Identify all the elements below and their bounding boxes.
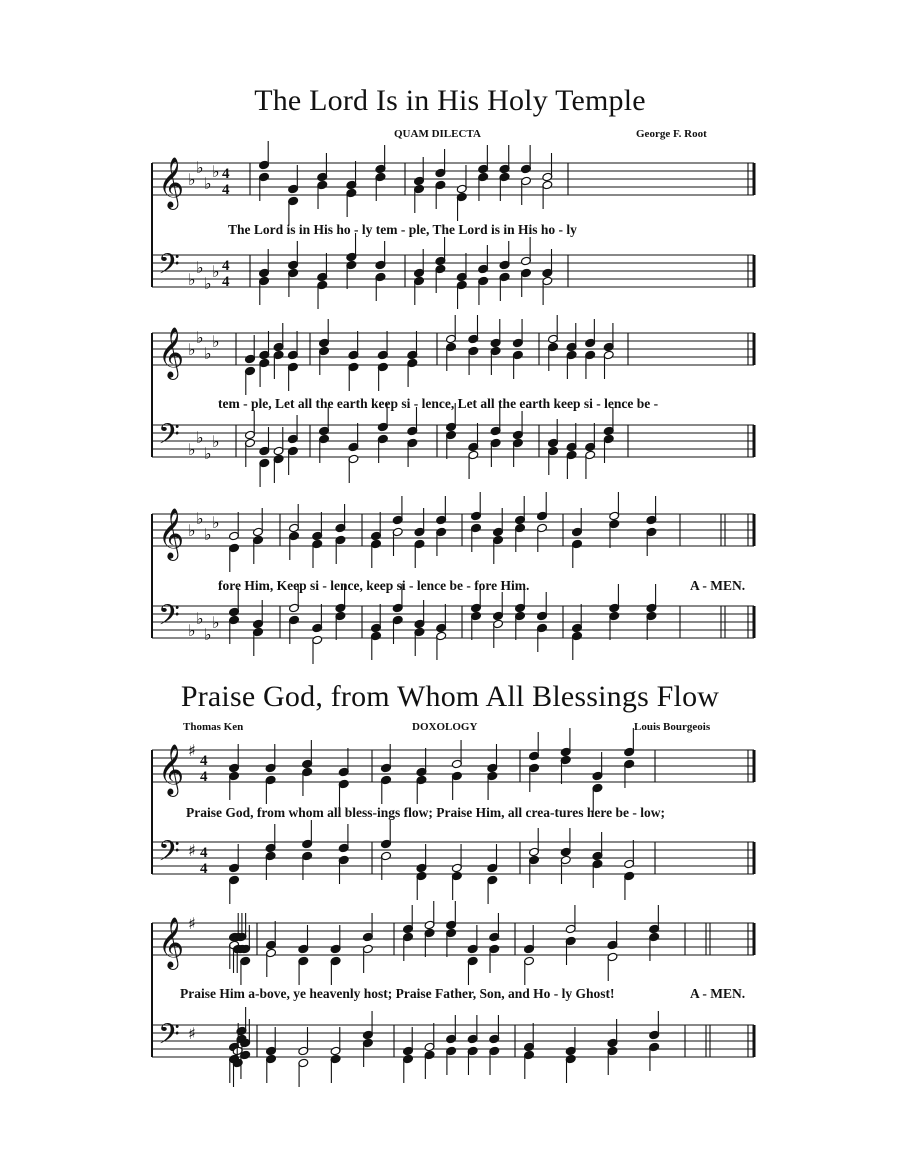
hymn2-amen: A - MEN. <box>690 986 746 1001</box>
hymn2-tune-name: DOXOLOGY <box>412 721 478 733</box>
svg-text:♭: ♭ <box>212 432 220 451</box>
svg-text:𝄢: 𝄢 <box>158 1018 180 1058</box>
svg-text:𝄞: 𝄞 <box>158 917 185 968</box>
svg-text:♭: ♭ <box>204 344 212 363</box>
svg-text:♭: ♭ <box>196 428 204 447</box>
svg-text:𝄢: 𝄢 <box>158 248 180 288</box>
hymn1-lyric-line-2: tem - ple, Let all the earth keep si - lence, Let all the earth keep si - lence be - <box>218 396 659 411</box>
svg-text:4: 4 <box>200 845 208 861</box>
hymn1-title: The Lord Is in His Holy Temple <box>254 84 646 117</box>
svg-text:♯: ♯ <box>188 741 196 760</box>
svg-text:𝄞: 𝄞 <box>158 157 185 208</box>
svg-text:𝄞: 𝄞 <box>158 744 185 795</box>
hymn1-composer: George F. Root <box>636 128 707 140</box>
svg-text:4: 4 <box>222 274 230 290</box>
svg-text:♭: ♭ <box>188 521 196 540</box>
hymn1-amen: A - MEN. <box>690 578 746 593</box>
svg-text:♭: ♭ <box>188 621 196 640</box>
svg-text:♭: ♭ <box>188 270 196 289</box>
svg-text:4: 4 <box>200 861 208 877</box>
svg-text:4: 4 <box>222 258 230 274</box>
svg-text:♭: ♭ <box>204 444 212 463</box>
hymn2-title: Praise God, from Whom All Blessings Flow <box>180 680 720 713</box>
svg-text:4: 4 <box>200 769 208 785</box>
svg-text:4: 4 <box>222 182 230 198</box>
hymn1-tune-name: QUAM DILECTA <box>394 128 481 140</box>
svg-text:♯: ♯ <box>188 1024 196 1043</box>
svg-text:♭: ♭ <box>212 613 220 632</box>
hymn2-author: Thomas Ken <box>183 721 244 733</box>
svg-text:𝄞: 𝄞 <box>158 508 185 559</box>
svg-text:♭: ♭ <box>196 258 204 277</box>
hymn1-lyric-line-1: The Lord is in His ho - ly tem - ple, The Lord is in His ho - ly <box>228 222 577 237</box>
svg-text:♭: ♭ <box>204 174 212 193</box>
svg-text:♭: ♭ <box>212 162 220 181</box>
svg-text:4: 4 <box>200 753 208 769</box>
svg-text:♭: ♭ <box>212 513 220 532</box>
svg-text:4: 4 <box>222 166 230 182</box>
svg-text:♭: ♭ <box>204 525 212 544</box>
svg-text:♭: ♭ <box>204 274 212 293</box>
hymn1-lyric-line-3: fore Him, Keep si - lence, keep si - lence be - fore Him. <box>218 578 530 593</box>
svg-text:♭: ♭ <box>188 440 196 459</box>
svg-text:𝄢: 𝄢 <box>158 599 180 639</box>
svg-text:♭: ♭ <box>212 332 220 351</box>
svg-text:♯: ♯ <box>188 841 196 860</box>
svg-text:♭: ♭ <box>196 158 204 177</box>
svg-text:♯: ♯ <box>188 914 196 933</box>
svg-text:♭: ♭ <box>204 625 212 644</box>
svg-text:𝄢: 𝄢 <box>158 835 180 875</box>
hymn2-composer: Louis Bourgeois <box>634 721 711 733</box>
svg-text:𝄞: 𝄞 <box>158 327 185 378</box>
svg-text:♭: ♭ <box>196 609 204 628</box>
hymn2-lyric-line-2: Praise Him a-bove, ye heavenly host; Praise Father, Son, and Ho - ly Ghost! <box>180 986 615 1001</box>
svg-text:𝄢: 𝄢 <box>158 418 180 458</box>
svg-text:♭: ♭ <box>212 262 220 281</box>
svg-text:♭: ♭ <box>188 170 196 189</box>
svg-text:♭: ♭ <box>188 340 196 359</box>
hymn2-lyric-line-1: Praise God, from whom all bless-ings flow; Praise Him, all crea-tures here be - low; <box>186 805 665 820</box>
svg-text:♭: ♭ <box>196 328 204 347</box>
svg-text:♭: ♭ <box>196 509 204 528</box>
